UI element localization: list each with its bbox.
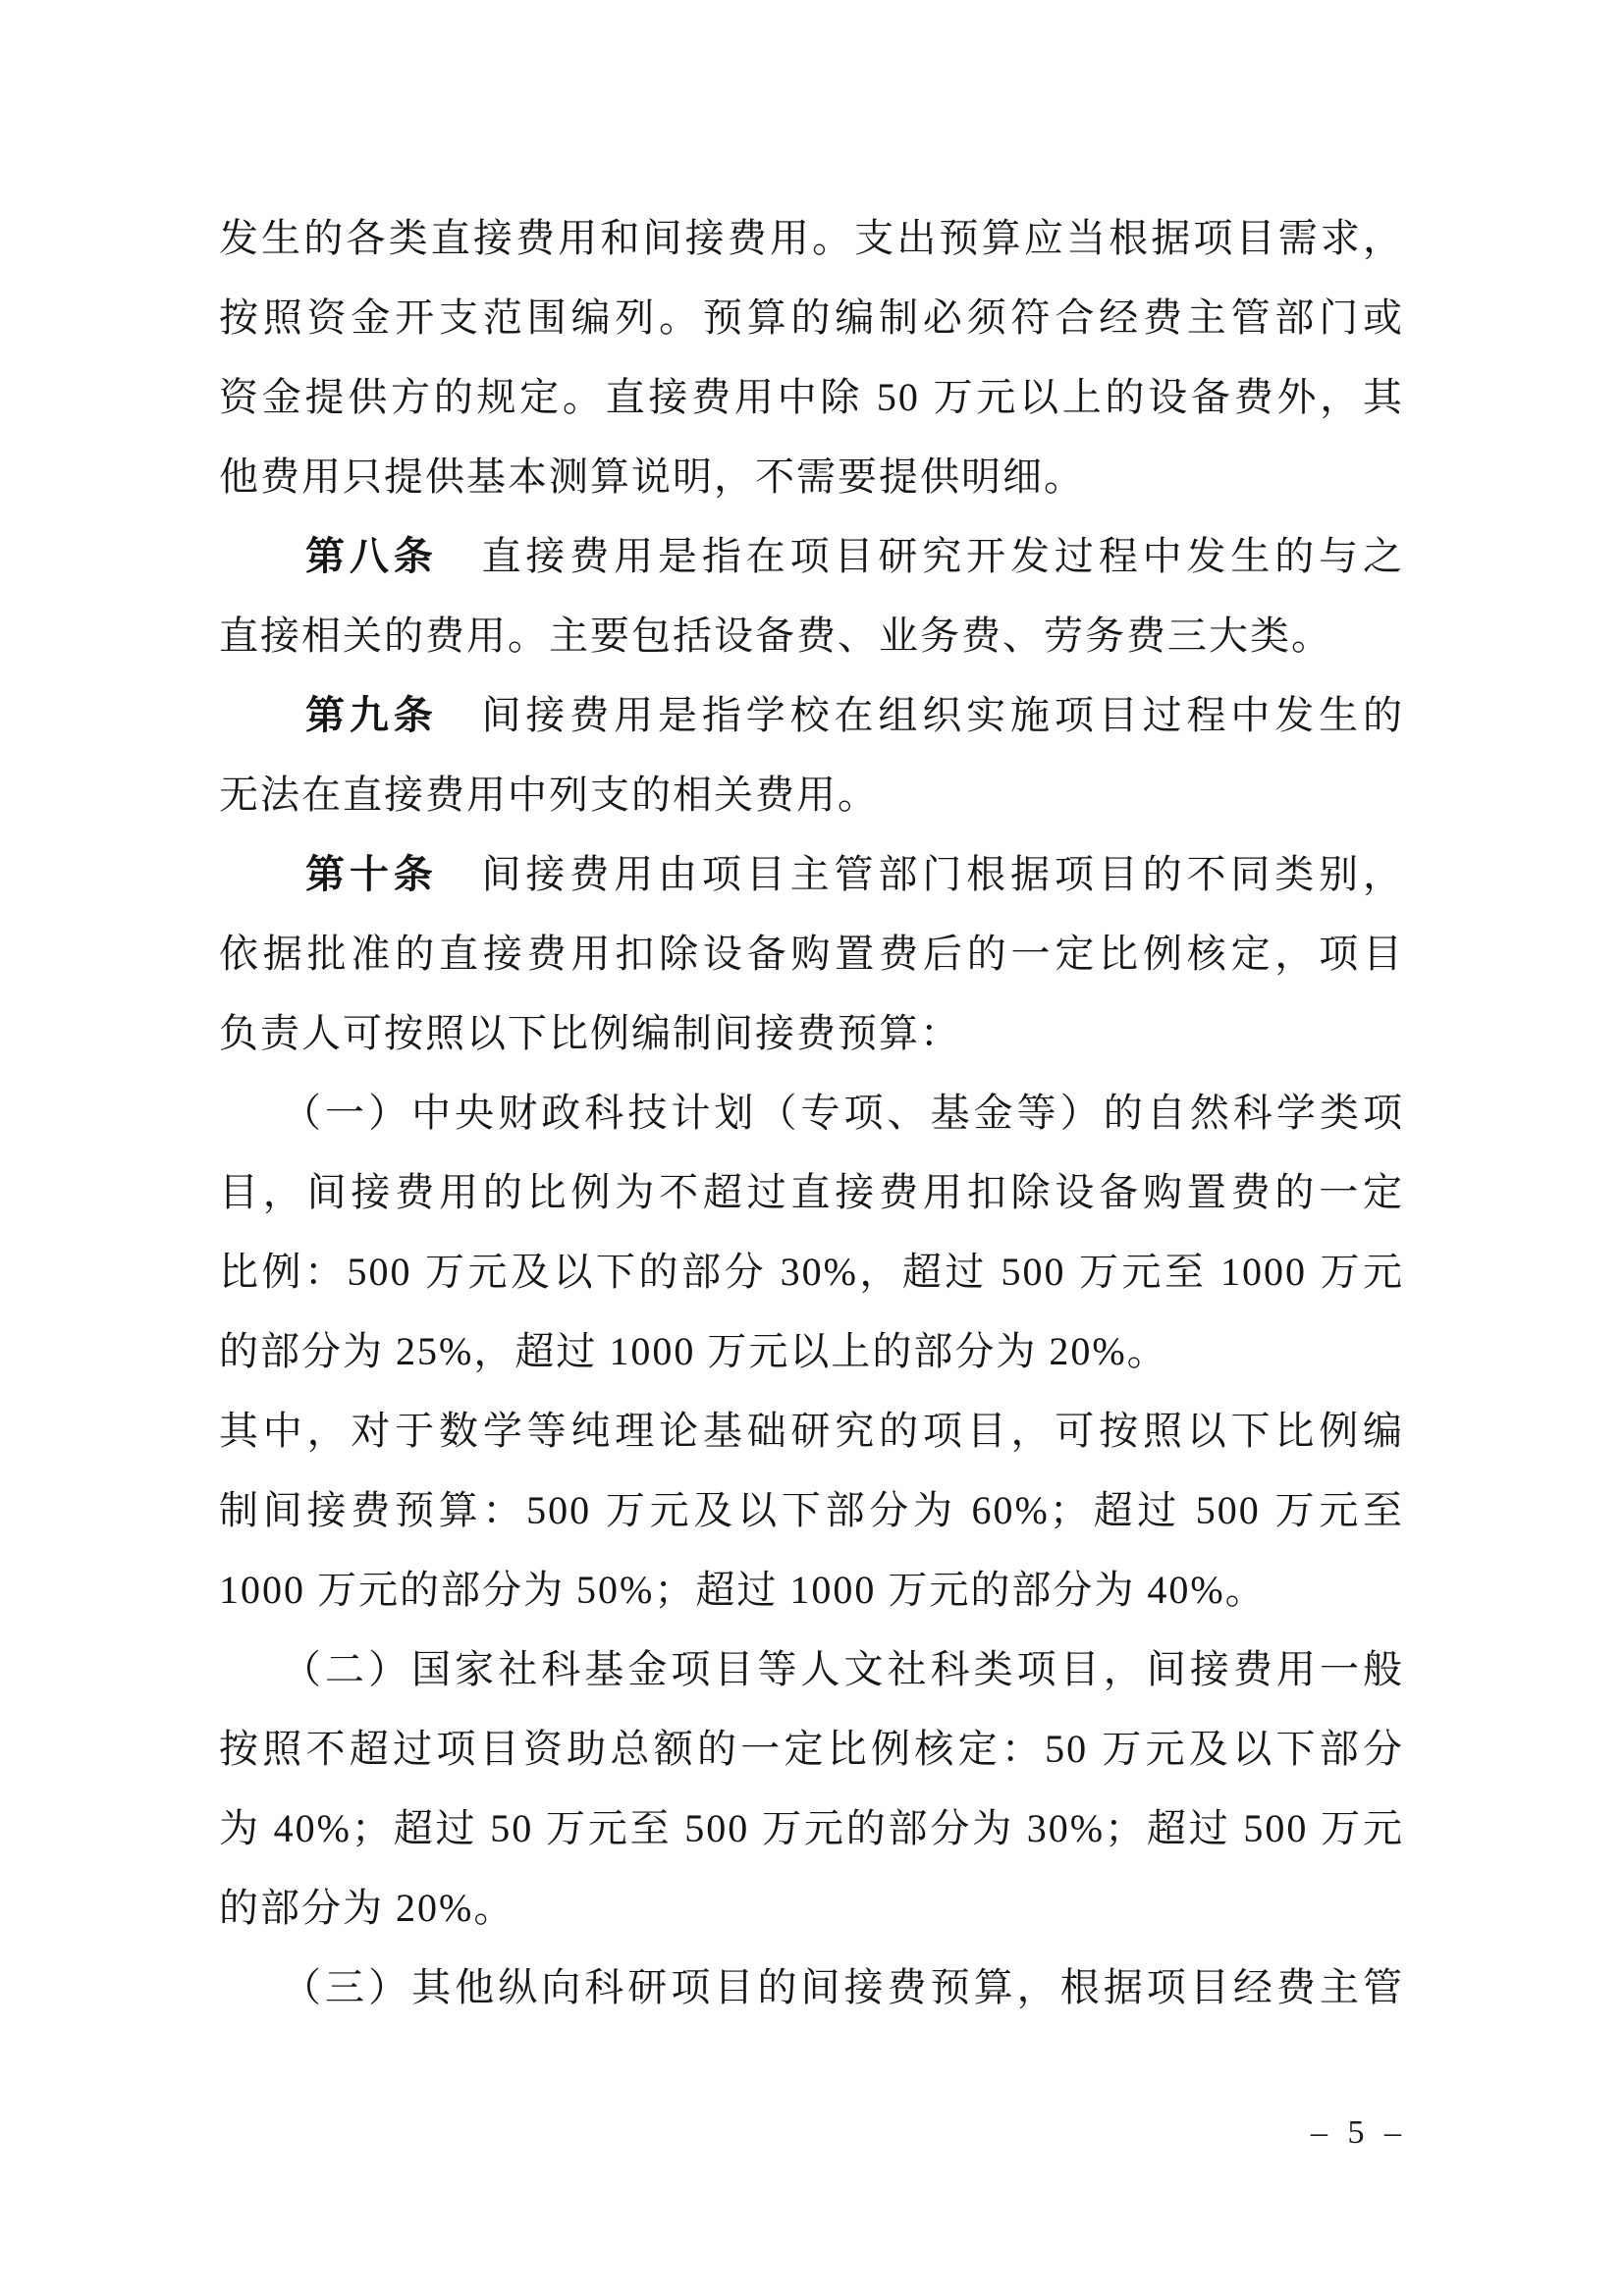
page-number: – 5 – <box>1311 2114 1407 2151</box>
text-line <box>219 1152 1404 1232</box>
text-line <box>219 357 1404 437</box>
line-text: 间接费用由项目主管部门根据项目的不同类别， <box>437 852 1404 896</box>
text-line <box>219 1550 1404 1629</box>
article-number: 第八条 <box>305 534 438 578</box>
text-line-item-3 <box>219 1948 1404 2027</box>
text-line <box>219 1470 1404 1550</box>
text-line-item-1 <box>219 1073 1404 1152</box>
text-line-article-10 <box>219 834 1404 914</box>
line-text: 的部分为 20%。 <box>219 1886 515 1930</box>
text-line-article-8 <box>219 516 1404 596</box>
text-line <box>219 1391 1404 1470</box>
text-line <box>219 278 1404 357</box>
line-text: （一）中央财政科技计划（专项、基金等）的自然科学类项 <box>282 1091 1404 1135</box>
text-line <box>219 993 1404 1073</box>
article-number: 第十条 <box>305 852 438 896</box>
article-number: 第九条 <box>305 693 438 737</box>
line-text: 比例：500 万元及以下的部分 30%，超过 500 万元至 1000 万元 <box>219 1250 1404 1294</box>
text-block <box>219 198 1404 2027</box>
line-text: 直接费用是指在项目研究开发过程中发生的与之 <box>437 534 1404 578</box>
line-text: 直接相关的费用。主要包括设备费、业务费、劳务费三大类。 <box>219 614 1332 658</box>
text-line <box>219 596 1404 675</box>
text-line <box>219 755 1404 834</box>
line-text: 按照资金开支范围编列。预算的编制必须符合经费主管部门或 <box>219 295 1404 340</box>
text-line <box>219 1311 1404 1391</box>
line-text: 资金提供方的规定。直接费用中除 50 万元以上的设备费外，其 <box>219 375 1404 419</box>
line-text: 负责人可按照以下比例编制间接费预算： <box>219 1011 961 1055</box>
line-text: （二）国家社科基金项目等人文社科类项目，间接费用一般 <box>282 1647 1404 1691</box>
line-text: 按照不超过项目资助总额的一定比例核定：50 万元及以下部分 <box>219 1727 1404 1771</box>
line-text: 为 40%；超过 50 万元至 500 万元的部分为 30%；超过 500 万元 <box>219 1806 1404 1850</box>
line-text: 间接费用是指学校在组织实施项目过程中发生的 <box>437 693 1404 737</box>
line-text: 无法在直接费用中列支的相关费用。 <box>219 773 879 817</box>
line-text: 目，间接费用的比例为不超过直接费用扣除设备购置费的一定 <box>219 1170 1404 1214</box>
line-text: 他费用只提供基本测算说明，不需要提供明细。 <box>219 454 1085 499</box>
line-text: （三）其他纵向科研项目的间接费预算，根据项目经费主管 <box>282 1965 1404 2009</box>
text-line <box>219 1232 1404 1311</box>
text-line <box>219 1868 1404 1948</box>
line-text: 其中，对于数学等纯理论基础研究的项目，可按照以下比例编 <box>219 1409 1404 1453</box>
line-text: 发生的各类直接费用和间接费用。支出预算应当根据项目需求， <box>219 216 1404 260</box>
line-text: 依据批准的直接费用扣除设备购置费后的一定比例核定，项目 <box>219 932 1404 976</box>
line-text: 1000 万元的部分为 50%；超过 1000 万元的部分为 40%。 <box>219 1568 1267 1612</box>
text-line-item-2 <box>219 1629 1404 1709</box>
text-line-article-9 <box>219 675 1404 755</box>
text-line <box>219 1789 1404 1868</box>
line-text: 的部分为 25%，超过 1000 万元以上的部分为 20%。 <box>219 1329 1168 1373</box>
text-line <box>219 914 1404 993</box>
text-line <box>219 437 1404 516</box>
text-line <box>219 1709 1404 1789</box>
text-line <box>219 198 1404 278</box>
line-text: 制间接费预算：500 万元及以下部分为 60%；超过 500 万元至 <box>219 1488 1404 1532</box>
